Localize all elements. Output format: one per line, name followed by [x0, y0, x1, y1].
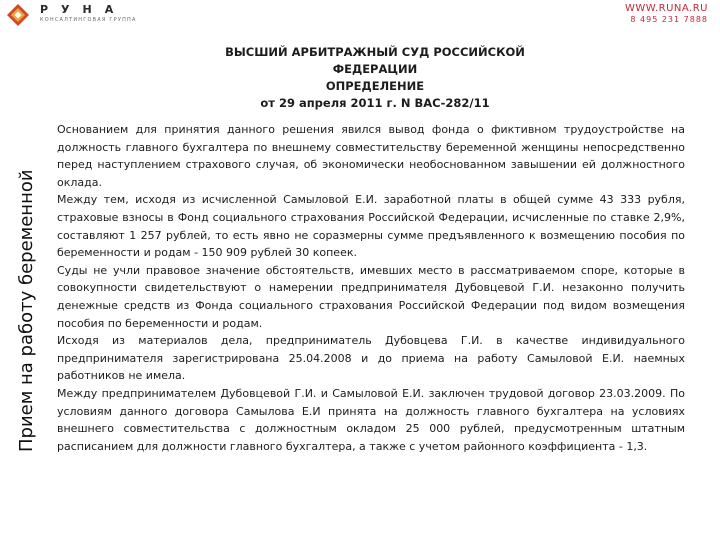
side-label: Прием на работу беременной	[16, 169, 37, 452]
brand-name: РУНА	[40, 3, 127, 16]
phone-number: 8 495 231 7888	[630, 15, 708, 24]
site-url-link[interactable]: WWW.RUNA.RU	[624, 3, 708, 14]
paragraph: Между тем, исходя из исчисленной Самыловой Е.И. заработной платы в общей сумме 43 333 рубля, страховые взносы в Фонд социального страхования Российской Федерации, исчисленные по ставке 2,9%, составляют 1 257 рублей, то есть явно не соразмерны сумме предъявленного к возмещению пособия по беременности и родам - 150 909 рублей 30 копеек.	[57, 193, 685, 260]
document-date-number: от 29 апреля 2011 г. N ВАС-282/11	[260, 96, 490, 110]
paragraph: Между предпринимателем Дубовцевой Г.И. и Самыловой Е.И. заключен трудовой договор 23.03.2009. По условиям данного договора Самылова Е.И принята на должность главного бухгалтера на условиях внешнего совместительства с должностным окладом 25 000 рублей, предусмотренным штатным расписанием для должности главного бухгалтера, а также с учетом районного коэффициента - 1,3.	[57, 386, 685, 453]
paragraph: Основанием для принятия данного решения явился вывод фонда о фиктивном трудоустройстве на должность главного бухгалтера по внешнему совместительству беременной женщины непосредственно перед наступлением страхового случая, об экономически необоснованном завышении ей должностного оклада.	[57, 123, 685, 189]
court-name: ВЫСШИЙ АРБИТРАЖНЫЙ СУД РОССИЙСКОЙ ФЕДЕРАЦИИ	[225, 45, 525, 76]
paragraph: Исходя из материалов дела, предприниматель Дубовцева Г.И. в качестве индивидуального предпринимателя зарегистрирована 25.04.2008 и до приема на работу Самыловой Е.И. наемных работников не имела.	[57, 334, 685, 383]
brand-subtitle: КОНСАЛТИНГОВАЯ ГРУППА	[40, 17, 137, 23]
document-type: ОПРЕДЕЛЕНИЕ	[325, 79, 425, 93]
side-label-container	[14, 0, 50, 452]
page-header	[0, 0, 720, 30]
document-title-block	[210, 44, 540, 112]
paragraph: Суды не учли правовое значение обстоятельств, имевших место в рассматриваемом споре, которые в совокупности свидетельствуют о намерении предпринимателя Дубовцевой Г.И. незаконно получить денежные средств из Фонда социального страхования Российской Федерации под видом возмещения пособия по беременности и родам.	[57, 263, 685, 330]
document-body	[57, 121, 685, 455]
